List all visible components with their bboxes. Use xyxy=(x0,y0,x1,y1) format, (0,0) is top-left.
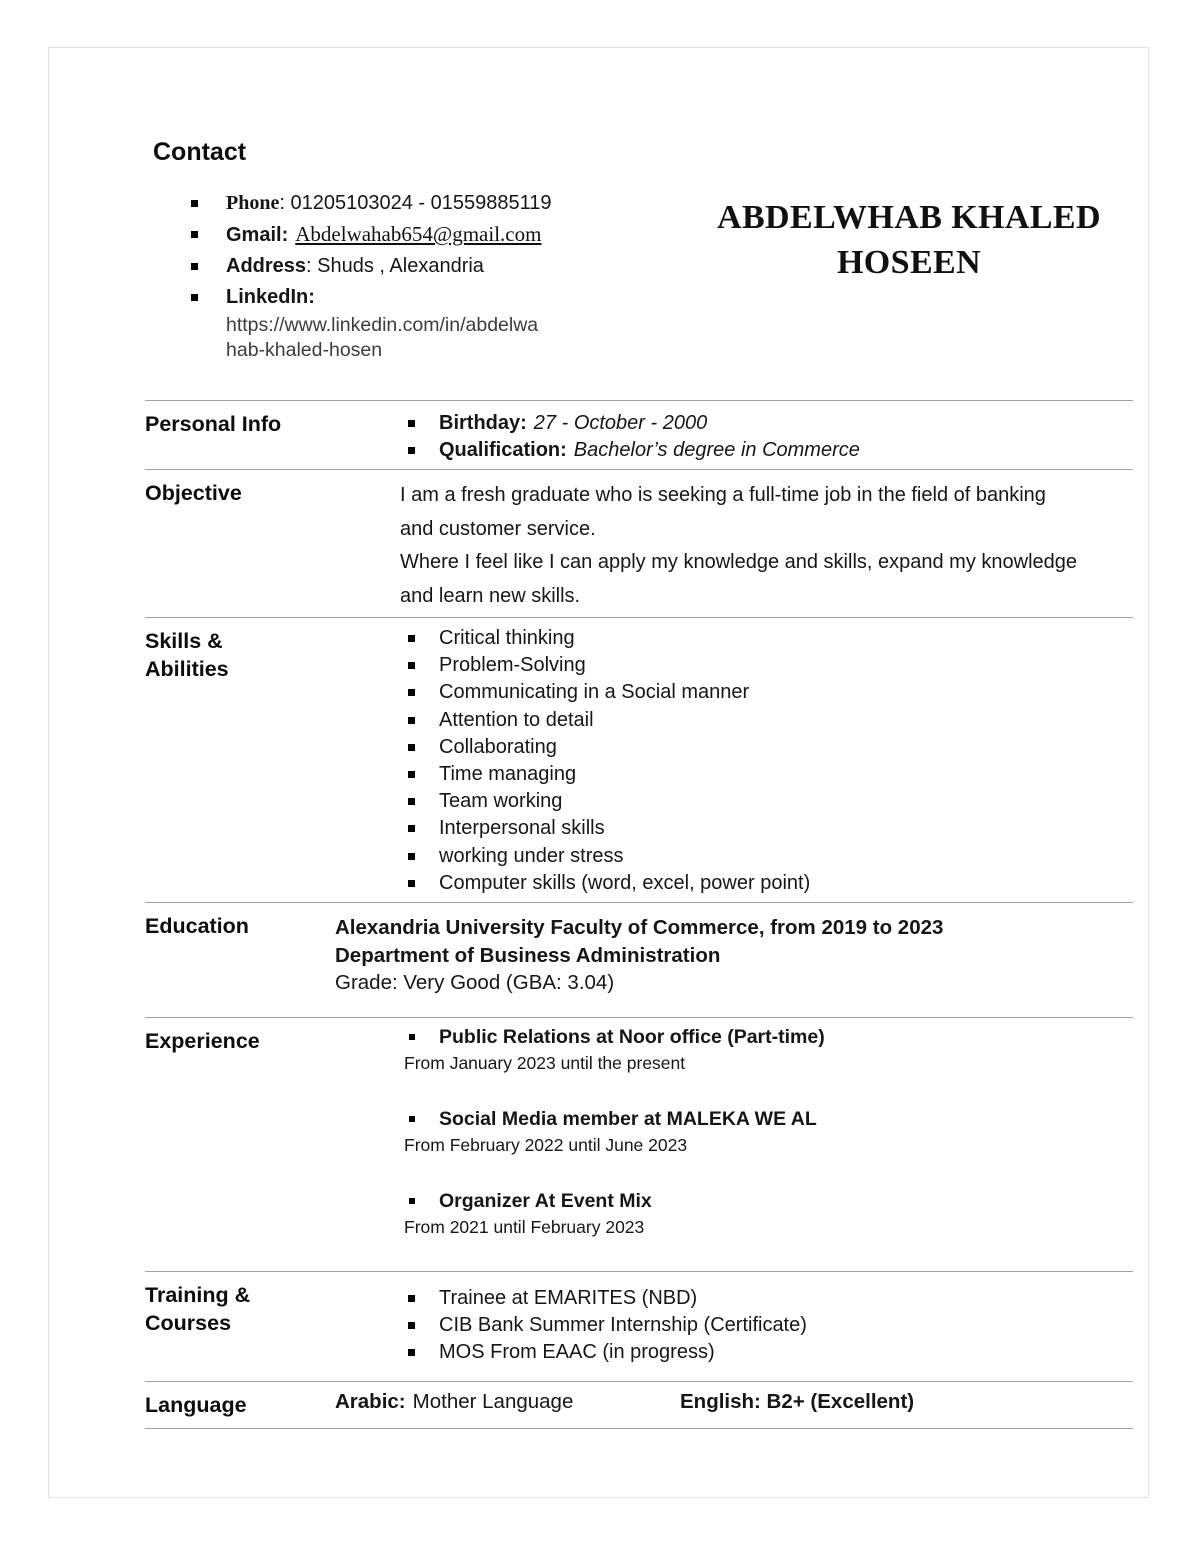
experience-block xyxy=(335,1018,1133,1240)
education-line-university: Alexandria University Faculty of Commerce, from 2019 to 2023 xyxy=(335,916,944,939)
bullet-icon xyxy=(408,662,415,669)
personal-info-birthday xyxy=(335,410,1133,437)
skill-item: Team working xyxy=(335,788,1133,815)
experience-period: From January 2023 until the present xyxy=(404,1053,686,1073)
section-skills xyxy=(145,617,1133,902)
arabic-value: Mother Language xyxy=(412,1390,574,1413)
skill-item: Critical thinking xyxy=(335,625,1133,652)
bullet-icon xyxy=(408,853,415,860)
email-link[interactable]: Abdelwahab654@gmail.com xyxy=(295,222,542,246)
resume-page xyxy=(48,47,1149,1498)
address-value: : Shuds , Alexandria xyxy=(306,255,484,277)
skill-item: Problem-Solving xyxy=(335,652,1133,679)
candidate-name-line1: ABDELWHAB KHALED xyxy=(717,199,1101,236)
skill-item: Communicating in a Social manner xyxy=(335,679,1133,706)
section-label-training: Training & Courses xyxy=(145,1283,251,1335)
contact-item-linkedin xyxy=(191,282,621,362)
section-education xyxy=(145,902,1133,1017)
bullet-icon xyxy=(408,1349,415,1356)
bullet-icon xyxy=(408,798,415,805)
bullet-icon xyxy=(191,200,198,207)
phone-label: Phone xyxy=(226,192,280,214)
training-item: MOS From EAAC (in progress) xyxy=(335,1339,1133,1366)
qualification-label: Qualification: xyxy=(439,439,567,462)
bullet-icon xyxy=(408,744,415,751)
section-language xyxy=(145,1381,1133,1429)
candidate-name-line2: HOSEEN xyxy=(836,244,982,281)
skill-item: Attention to detail xyxy=(335,707,1133,734)
skill-item: Interpersonal skills xyxy=(335,815,1133,842)
skill-item: Computer skills (word, excel, power point) xyxy=(335,870,1133,897)
skills-list xyxy=(335,618,1133,897)
training-list xyxy=(335,1272,1133,1367)
section-label-education: Education xyxy=(145,914,249,938)
contact-heading: Contact xyxy=(153,138,247,166)
experience-item xyxy=(335,1025,1133,1076)
training-item: Trainee at EMARITES (NBD) xyxy=(335,1285,1133,1312)
personal-info-list xyxy=(335,401,1133,464)
bullet-icon xyxy=(408,635,415,642)
training-item: CIB Bank Summer Internship (Certificate) xyxy=(335,1312,1133,1339)
birthday-value: 27 - October - 2000 xyxy=(533,412,708,434)
linkedin-label: LinkedIn: xyxy=(226,286,315,308)
birthday-label: Birthday: xyxy=(439,412,527,434)
linkedin-url[interactable] xyxy=(226,313,621,362)
bullet-icon xyxy=(409,1116,415,1122)
bullet-icon xyxy=(191,294,198,301)
section-objective xyxy=(145,469,1133,617)
personal-info-qualification xyxy=(335,437,1133,464)
contact-item-gmail xyxy=(191,219,621,251)
section-training xyxy=(145,1271,1133,1381)
section-label-skills: Skills & Abilities xyxy=(145,629,229,681)
bullet-icon xyxy=(409,1034,415,1040)
section-experience xyxy=(145,1017,1133,1271)
section-label-personal-info: Personal Info xyxy=(145,412,282,436)
language-arabic xyxy=(335,1390,680,1414)
bullet-icon xyxy=(408,880,415,887)
bullet-icon xyxy=(191,231,198,238)
qualification-value: Bachelor’s degree in Commerce xyxy=(573,439,860,462)
experience-item xyxy=(335,1107,1133,1158)
objective-paragraph-2: Where I feel like I can apply my knowledge and skills, expand my knowledge and learn new skills. xyxy=(400,551,1078,607)
language-english: English: B2+ (Excellent) xyxy=(680,1390,915,1413)
bullet-icon xyxy=(408,1295,415,1302)
objective-text xyxy=(335,470,1080,613)
gmail-label: Gmail: xyxy=(226,224,289,246)
contact-item-address xyxy=(191,251,621,282)
education-line-grade: Grade: Very Good (GBA: 3.04) xyxy=(335,971,615,994)
skill-item: Time managing xyxy=(335,761,1133,788)
section-label-objective: Objective xyxy=(145,481,242,505)
experience-period: From February 2022 until June 2023 xyxy=(404,1135,688,1155)
linkedin-url-line1[interactable]: https://www.linkedin.com/in/abdelwa xyxy=(226,314,539,336)
education-line-department: Department of Business Administration xyxy=(335,943,721,967)
section-label-language: Language xyxy=(145,1393,247,1417)
experience-item xyxy=(335,1189,1133,1240)
bullet-icon xyxy=(408,689,415,696)
skill-item: Collaborating xyxy=(335,734,1133,761)
experience-period: From 2021 until February 2023 xyxy=(404,1217,645,1237)
section-personal-info xyxy=(145,400,1133,469)
language-content xyxy=(335,1382,1133,1414)
experience-title: Public Relations at Noor office (Part-time) xyxy=(335,1025,1133,1050)
experience-title: Social Media member at MALEKA WE AL xyxy=(335,1107,1133,1132)
address-label: Address xyxy=(226,255,307,277)
contact-item-phone xyxy=(191,188,621,219)
experience-title: Organizer At Event Mix xyxy=(335,1189,1133,1214)
sections-table xyxy=(145,400,1133,1429)
bullet-icon xyxy=(408,420,415,427)
bullet-icon xyxy=(408,771,415,778)
bullet-icon xyxy=(408,825,415,832)
phone-value: : 01205103024 - 01559885119 xyxy=(279,192,552,214)
linkedin-url-line2[interactable]: hab-khaled-hosen xyxy=(226,338,383,361)
arabic-label: Arabic: xyxy=(335,1390,406,1413)
section-label-experience: Experience xyxy=(145,1029,260,1053)
bullet-icon xyxy=(409,1198,415,1204)
bullet-icon xyxy=(408,447,415,454)
bullet-icon xyxy=(408,1322,415,1329)
candidate-name xyxy=(589,195,1200,285)
education-block xyxy=(335,903,1133,997)
contact-list xyxy=(191,188,621,362)
objective-paragraph-1: I am a fresh graduate who is seeking a full-time job in the field of banking and customer service. xyxy=(400,484,1046,540)
skill-item: working under stress xyxy=(335,843,1133,870)
bullet-icon xyxy=(191,263,198,270)
bullet-icon xyxy=(408,717,415,724)
